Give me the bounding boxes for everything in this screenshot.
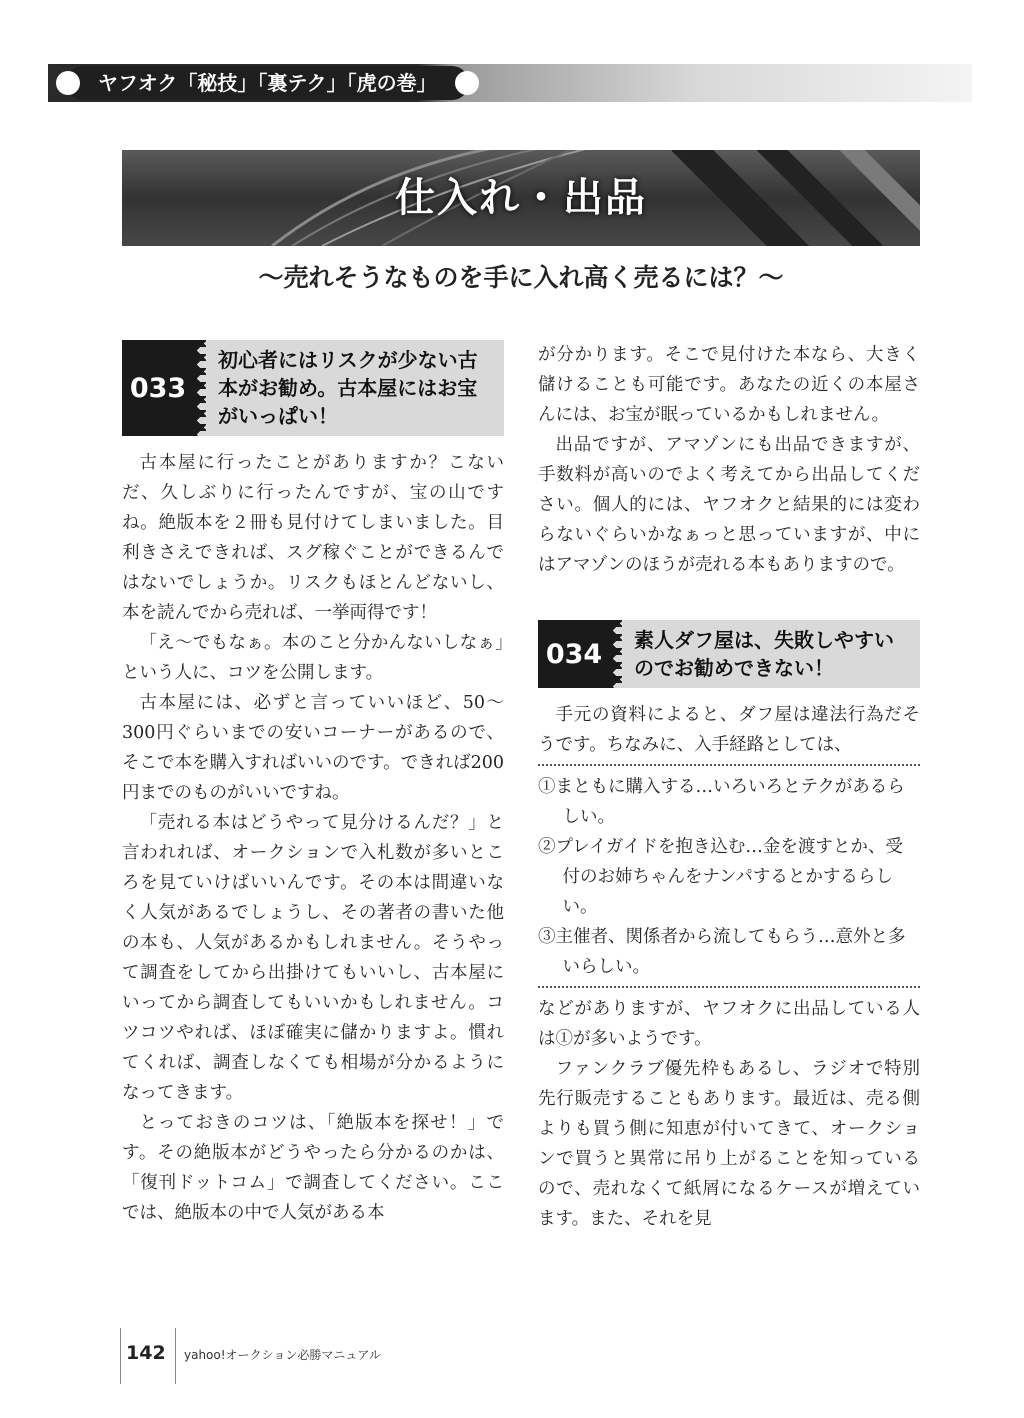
paragraph: 「え〜でもなぁ。本のこと分かんないしなぁ」という人に、コツを公開します。 xyxy=(122,633,504,683)
tip-034-heading: 素人ダフ屋は、失敗しやすい のでお勧めできない！ xyxy=(634,628,894,680)
list-item: ③主催者、関係者から流してもらう…意外と多いらしい。 xyxy=(538,927,906,977)
page-number: 142 xyxy=(126,1342,166,1364)
paragraph: ファンクラブ優先枠もあるし、ラジオで特別先行販売することもあります。最近は、売る側よりも買う側に知恵が付いてきて、オークションで買うと異常に吊り上がることを知っているので、売れなくて紙屑になるケースが増えています。また、それを見 xyxy=(538,1059,920,1229)
paragraph: 出品ですが、アマゾンにも出品できますが、手数料が高いのでよく考えてから出品してください。個人的には、ヤフオクと結果的には変わらないぐらいかなぁっと思っていますが、中にはアマゾンのほうが売れる本もありますので。 xyxy=(538,435,920,575)
dotted-divider xyxy=(538,764,920,766)
paragraph: 古本屋には、必ずと言っていいほど、50〜300円ぐらいまでの安いコーナーがあるので、そこで本を購入すればいいのです。できれば200円までのものがいいですね。 xyxy=(122,693,505,803)
tip-033-number: 033 xyxy=(122,340,196,436)
book-title: yahoo!オークション必勝マニュアル xyxy=(184,1348,381,1362)
dotted-divider xyxy=(538,986,920,988)
paragraph: などがありますが、ヤフオクに出品している人は①が多いようです。 xyxy=(538,999,920,1049)
header-dot-right xyxy=(455,71,479,95)
list-item: ②プレイガイドを抱き込む…金を渡すとか、受付のお姉ちゃんをナンパするとかするらしい。 xyxy=(538,837,903,917)
paragraph: 古本屋に行ったことがありますか？こないだ、久しぶりに行ったんですが、宝の山ですね。絶版本を２冊も見付けてしまいました。目利きさえできれば、スグ稼ぐことができるんではないでしょうか。リスクもほとんどないし、本を読んでから売れば、一挙両得です！ xyxy=(122,453,504,623)
header-title: ヤフオク「秘技」「裏テク」「虎の巻」 xyxy=(66,66,469,100)
header-dot-left xyxy=(56,71,80,95)
tip-034-number: 034 xyxy=(538,620,612,688)
footer-rule xyxy=(120,1328,121,1384)
list-item: ①まともに購入する…いろいろとテクがあるらしい。 xyxy=(538,777,905,827)
section-title: 仕入れ・出品 xyxy=(395,175,647,221)
footer-rule xyxy=(175,1328,176,1384)
tip-033-header xyxy=(122,340,504,436)
section-subtitle: 〜売れそうなものを手に入れ高く売るには？〜 xyxy=(258,263,784,292)
paragraph: とっておきのコツは、「絶版本を探せ！」です。その絶版本がどうやったら分かるのかは、「復刊ドットコム」で調査してください。ここでは、絶版本の中で人気がある本 xyxy=(122,1113,504,1223)
paragraph: が分かります。そこで見付けた本なら、大きく儲けることも可能です。あなたの近くの本屋さんには、お宝が眠っているかもしれません。 xyxy=(538,345,920,425)
section-banner xyxy=(122,150,920,246)
tip-033-heading: 初心者にはリスクが少ない古 本がお勧め。古本屋にはお宝 がいっぱい！ xyxy=(218,348,478,428)
right-column xyxy=(538,340,920,1234)
acquisition-list xyxy=(538,772,920,982)
paragraph: 手元の資料によると、ダフ屋は違法行為だそうです。ちなみに、入手経路としては、 xyxy=(538,705,920,755)
tip-034-header xyxy=(538,620,920,688)
paragraph: 「売れる本はどうやって見分けるんだ？」と言われれば、オークションで入札数が多いところを見ていけばいいんです。その本は間違いなく人気があるでしょうし、その著者の書いた他の本も、人気があるかもしれません。そうやって調査をしてから出掛けてもいいし、古本屋にいってから調査してもいいかもしれません。コツコツやれば、ほぼ確実に儲かりますよ。慣れてくれば、調査しなくても相場が分かるようになってきます。 xyxy=(122,813,504,1103)
left-column xyxy=(122,340,504,1228)
